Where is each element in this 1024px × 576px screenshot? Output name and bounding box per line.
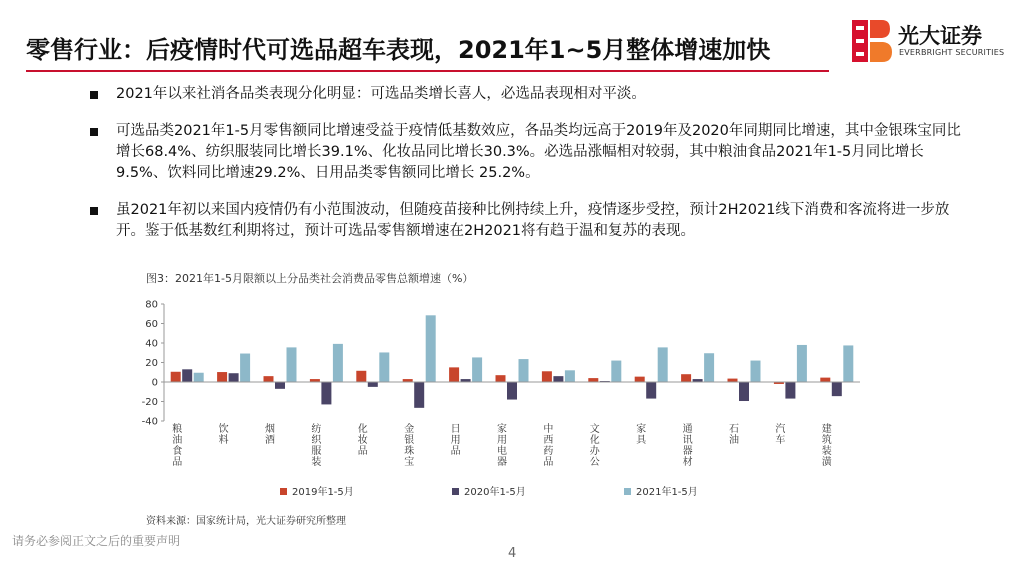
chart-bar — [820, 378, 830, 382]
bullet-item — [90, 200, 970, 242]
chart-bar — [449, 367, 459, 382]
x-tick-label: 建筑装潢 — [821, 424, 832, 468]
y-tick-label: 60 — [145, 319, 158, 330]
chart-bar — [785, 382, 795, 399]
bullet-square-icon — [90, 207, 98, 215]
chart-bar — [217, 372, 227, 382]
title-underline — [26, 70, 829, 72]
x-tick-label: 日用品 — [450, 424, 461, 457]
chart-bar — [356, 371, 366, 382]
chart-bar — [553, 376, 563, 382]
y-tick-label: 0 — [151, 377, 158, 389]
chart-bar — [287, 347, 297, 382]
x-tick-label: 文化办公 — [589, 424, 600, 468]
x-tick-label: 中西药品 — [543, 424, 554, 468]
chart-bar — [832, 382, 842, 396]
bullet-item — [90, 84, 970, 105]
x-tick-label: 家用电器 — [497, 424, 507, 468]
bullet-square-icon — [90, 91, 98, 99]
chart-bar — [728, 379, 738, 382]
chart-bar — [739, 382, 749, 401]
x-tick-label: 饮料 — [218, 424, 229, 446]
chart-bar — [321, 382, 331, 404]
legend-label: 2021年1-5月 — [636, 487, 698, 498]
legend-label: 2019年1-5月 — [292, 487, 354, 498]
legend-swatch — [280, 488, 287, 495]
chart-bar — [368, 382, 378, 387]
legend-swatch — [452, 488, 459, 495]
chart-bar — [414, 382, 424, 408]
bullet-square-icon — [90, 128, 98, 136]
company-logo — [848, 18, 1018, 66]
bullet-item — [90, 121, 970, 184]
disclaimer-text: 请务必参阅正文之后的重要声明 — [12, 534, 181, 548]
chart-title: 图3：2021年1-5月限额以上分品类社会消费品零售总额增速（%） — [146, 272, 474, 285]
bullet-text: 2021年以来社消各品类表现分化明显：可选品类增长喜人，必选品表现相对平淡。 — [116, 86, 646, 102]
x-tick-label: 石油 — [729, 424, 739, 446]
category-growth-bar-chart — [130, 290, 870, 510]
legend-label: 2020年1-5月 — [464, 487, 526, 498]
logo-subtitle: EVERBRIGHT SECURITIES — [899, 48, 1005, 57]
chart-bar — [379, 352, 389, 382]
y-tick-label: 80 — [145, 299, 158, 311]
chart-bar — [472, 357, 482, 382]
chart-bar — [658, 347, 668, 382]
x-tick-label: 汽车 — [775, 424, 786, 446]
x-tick-label: 纺织服装 — [311, 424, 322, 468]
x-tick-label: 化妆品 — [357, 424, 368, 457]
bullet-list — [90, 84, 970, 258]
y-tick-label: 40 — [145, 338, 158, 350]
chart-bar — [611, 361, 621, 382]
bullet-text: 虽2021年初以来国内疫情仍有小范围波动，但随疫苗接种比例持续上升，疫情逐步受控，预计2H2021线下消费和客流将进一步放开。鉴于低基数红利期将过，预计可选品零售额增速在2H2021将有趋于温和复苏的表现。 — [116, 202, 950, 239]
legend-swatch — [624, 488, 631, 495]
page-number: 4 — [508, 546, 517, 561]
y-tick-label: 20 — [145, 358, 158, 369]
bullet-text: 可选品类2021年1-5月零售额同比增速受益于疫情低基数效应，各品类均远高于2019年及2020年同期同比增速，其中金银珠宝同比增长68.4%、纺织服装同比增长39.1%、化妆品同比增长30.3%。必选品涨幅相对较弱，其中粮油食品2021年1-5月同比增长9.5%、饮料同比增速29.2%、日用品类零售额同比增长 25.2%。 — [116, 123, 961, 181]
chart-bar — [275, 382, 285, 389]
chart-bar — [240, 354, 250, 382]
chart-bar — [565, 370, 575, 382]
chart-bar — [646, 382, 656, 399]
chart-bar — [182, 369, 192, 382]
chart-bar — [843, 345, 853, 382]
chart-bar — [507, 382, 517, 400]
chart-bar — [496, 375, 506, 382]
chart-bar — [426, 315, 436, 382]
chart-bar — [704, 353, 714, 382]
y-tick-label: -40 — [141, 416, 158, 428]
y-tick-label: -20 — [141, 397, 158, 408]
x-tick-label: 家具 — [636, 424, 647, 446]
x-tick-label: 通讯器材 — [682, 424, 693, 468]
chart-bar — [264, 376, 274, 382]
chart-bar — [333, 344, 343, 382]
everbright-logo-icon — [848, 18, 894, 64]
chart-bar — [588, 378, 598, 382]
page-title: 零售行业：后疫情时代可选品超车表现，2021年1~5月整体增速加快 — [26, 36, 771, 64]
x-tick-label: 烟酒 — [265, 424, 275, 446]
chart-bar — [171, 372, 181, 382]
chart-bar — [519, 359, 529, 382]
x-tick-label: 粮油食品 — [172, 424, 183, 468]
chart-bar — [229, 373, 239, 382]
chart-bar — [797, 345, 807, 382]
chart-bar — [681, 374, 691, 382]
logo-name: 光大证券 — [898, 24, 982, 48]
chart-bar — [751, 361, 761, 382]
chart-bar — [635, 377, 645, 382]
x-tick-label: 金银珠宝 — [404, 424, 415, 468]
chart-bar — [542, 371, 552, 382]
chart-bar — [194, 373, 204, 382]
chart-source: 资料来源：国家统计局，光大证券研究所整理 — [146, 516, 346, 527]
